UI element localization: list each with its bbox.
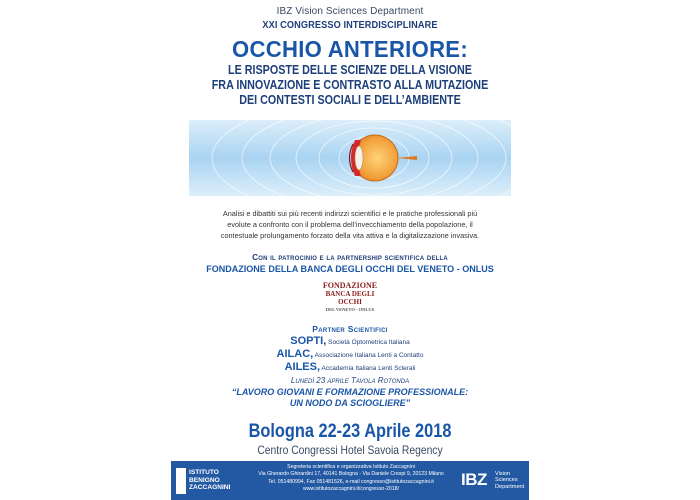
partner-name: Accademia Italiana Lenti Sclerali <box>321 365 416 372</box>
subtitle-line-3: DEI CONTESTI SOCIALI E DELL’AMBIENTE <box>239 93 461 107</box>
partner-abbr: SOPTI, <box>290 335 327 347</box>
ibz-logo-subtitle <box>495 471 524 490</box>
zaccagnini-logo <box>176 468 236 494</box>
logo-line-2: BANCA DEGLI OCCHI <box>325 290 375 306</box>
zaccagnini-logo-text <box>189 469 239 492</box>
zaccagnini-emblem-icon <box>176 468 186 494</box>
partner-name: Società Optometrica Italiana <box>328 339 410 346</box>
poster-title: OCCHIO ANTERIORE: <box>232 36 468 62</box>
congress-poster <box>171 0 529 500</box>
footer-contact <box>241 464 461 493</box>
partner-abbr: AILES, <box>284 361 321 373</box>
foundation-name: FONDAZIONE DELLA BANCA DEGLI OCCHI DEL VENETO - ONLUS <box>206 264 494 274</box>
footer-line: Segreteria scientifica e organizzativa Istituto Zaccagnini <box>287 464 415 470</box>
partner-row <box>171 335 529 347</box>
ibz-logo-text: IBZ <box>461 470 487 489</box>
footer-line: Tel. 051480994, Fax 051481526, e-mail congresso@istitutozaccagnini.it <box>268 478 434 485</box>
logo-text-line: ZACCAGNINI <box>189 484 231 491</box>
ibz-sub-line: Department <box>495 483 525 490</box>
partner-name: Associazione Italiana Lenti a Contatto <box>314 352 424 359</box>
round-table-title-line-1: “LAVORO GIOVANI E FORMAZIONE PROFESSIONALE: <box>231 387 469 397</box>
logo-line-1: FONDAZIONE <box>322 281 378 290</box>
event-date: Bologna 22-23 Aprile 2018 <box>248 421 452 442</box>
partner-row <box>171 361 529 373</box>
subtitle-line-1: LE RISPOSTE DELLE SCIENZE DELLA VISIONE <box>228 63 472 77</box>
description-line-2: evolute a confronto con il problema dell’invecchiamento della popolazione, il <box>227 220 473 229</box>
round-table-title-line-2: UN NODO DA SCIOGLIERE” <box>289 398 411 408</box>
description <box>187 208 513 241</box>
patronage-intro: Con il patrocinio e la partnership scientifica della <box>252 252 448 262</box>
logo-text-line: BENIGNO <box>189 476 220 484</box>
ibz-logo <box>461 470 527 494</box>
department-label: IBZ Vision Sciences Department <box>276 6 424 17</box>
partner-abbr: AILAC, <box>276 348 314 360</box>
footer-line: Via Gherardo Ghirardini 17, 40141 Bologna - Via Daniele Crespi 9, 20123 Milano <box>258 471 444 478</box>
event-venue: Centro Congressi Hotel Savoia Regency <box>257 443 443 457</box>
foundation-logo <box>319 282 381 314</box>
partner-row <box>171 348 529 360</box>
round-table-date: Lunedì 23 aprile Tavola Rotonda <box>290 376 410 385</box>
partners-heading: Partner Scientifici <box>312 324 388 334</box>
footer-line: www.istitutozaccagnini.it/congresso-2018/ <box>302 485 400 492</box>
description-line-1: Analisi e dibattiti sui più recenti indirizzi scientifici e le pratiche professionali più <box>222 209 478 218</box>
ibz-sub-line: Vision <box>495 471 511 477</box>
ibz-sub-line: Sciences <box>495 477 518 484</box>
eye-illustration <box>189 120 511 196</box>
subtitle-line-2: FRA INNOVAZIONE E CONTRASTO ALLA MUTAZIONE <box>211 78 489 92</box>
logo-line-3: DEL VENETO - ONLUS <box>325 307 375 312</box>
logo-text-line: ISTITUTO <box>189 469 219 476</box>
footer-bar <box>171 461 529 500</box>
description-line-3: contestuale prolungamento forzato della vita attiva e la digitalizzazione invasiva. <box>220 231 480 240</box>
congress-label: XXI CONGRESSO INTERDISCIPLINARE <box>262 20 438 31</box>
